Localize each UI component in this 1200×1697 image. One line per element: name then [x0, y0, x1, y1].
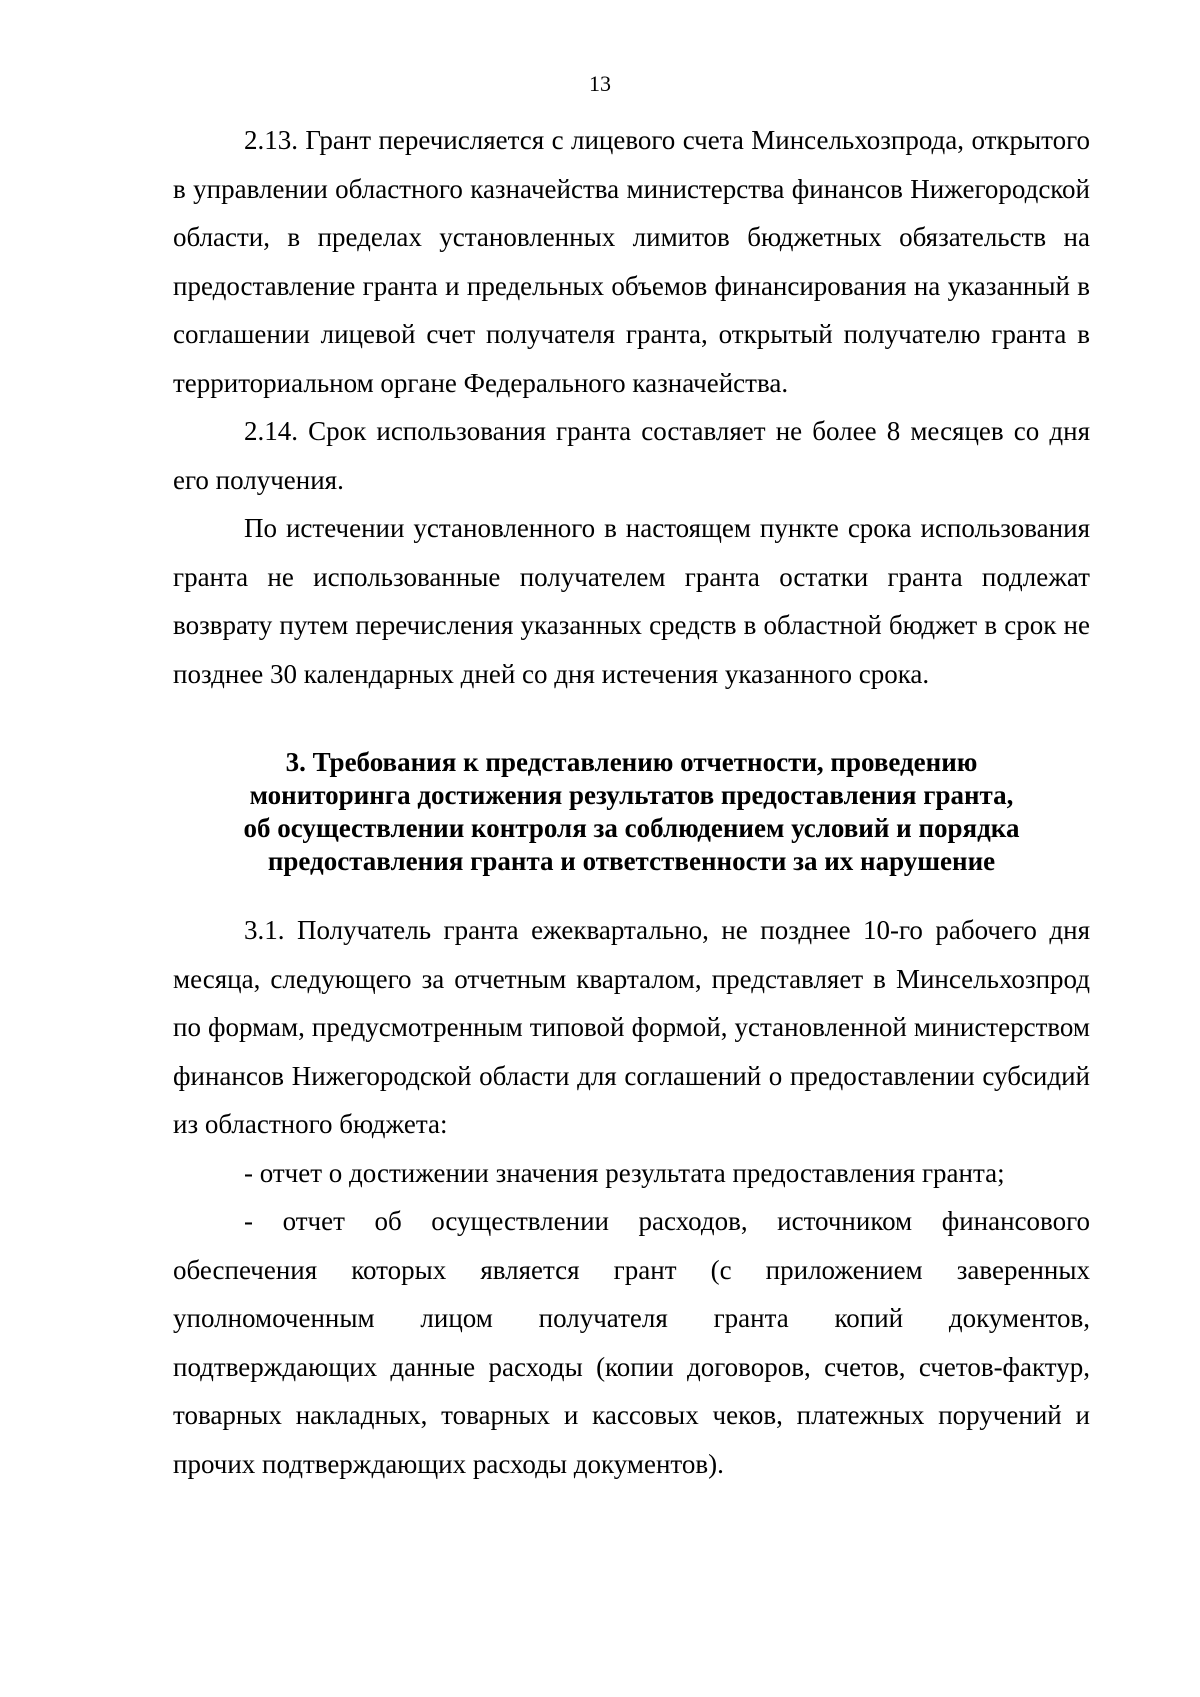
section-title-line: мониторинга достижения результатов предоставления гранта,: [249, 780, 1014, 810]
section-title-line: 3. Требования к представлению отчетности, проведению: [285, 747, 978, 777]
section-title-line: предоставления гранта и ответственности за их нарушение: [267, 846, 996, 876]
list-item-result-report: - отчет о достижении значения результата предоставления гранта;: [244, 1157, 1005, 1188]
list-item-expense-report: - отчет об осуществлении расходов, источником финансового обеспечения которых является грант (с приложением заверенных уполномоченным лицом получателя гранта копий документов, подтверждающих данные расходы (копии договоров, счетов, счетов-фактур, товарных накладных, товарных и кассовых чеков, платежных поручений и прочих подтверждающих расходы документов).: [173, 1206, 1090, 1479]
paragraph-2-14: 2.14. Срок использования гранта составляет не более 8 месяцев со дня его получения.: [173, 416, 1090, 495]
section-3-heading: [173, 746, 1090, 878]
paragraph-2-13: 2.13. Грант перечисляется с лицевого счета Минсельхозпрода, открытого в управлении областного казначейства министерства финансов Нижегородской области, в пределах установленных лимитов бюджетных обязательств на предоставление гранта и предельных объемов финансирования на указанный в соглашении лицевой счет получателя гранта, открытый получателю гранта в территориальном органе Федерального казначейства.: [173, 125, 1090, 398]
document-body: [173, 116, 1090, 1488]
page-number: 13: [589, 71, 611, 96]
section-title-line: об осуществлении контроля за соблюдением условий и порядка: [243, 813, 1020, 843]
paragraph-3-1: 3.1. Получатель гранта ежеквартально, не позднее 10-го рабочего дня месяца, следующего за отчетным кварталом, представляет в Минсельхозпрод по формам, предусмотренным типовой формой, установленной министерством финансов Нижегородской области для соглашений о предоставлении субсидий из областного бюджета:: [173, 915, 1090, 1139]
paragraph-grant-return: По истечении установленного в настоящем пункте срока использования гранта не использованные получателем гранта остатки гранта подлежат возврату путем перечисления указанных средств в областной бюджет в срок не позднее 30 календарных дней со дня истечения указанного срока.: [173, 513, 1090, 689]
